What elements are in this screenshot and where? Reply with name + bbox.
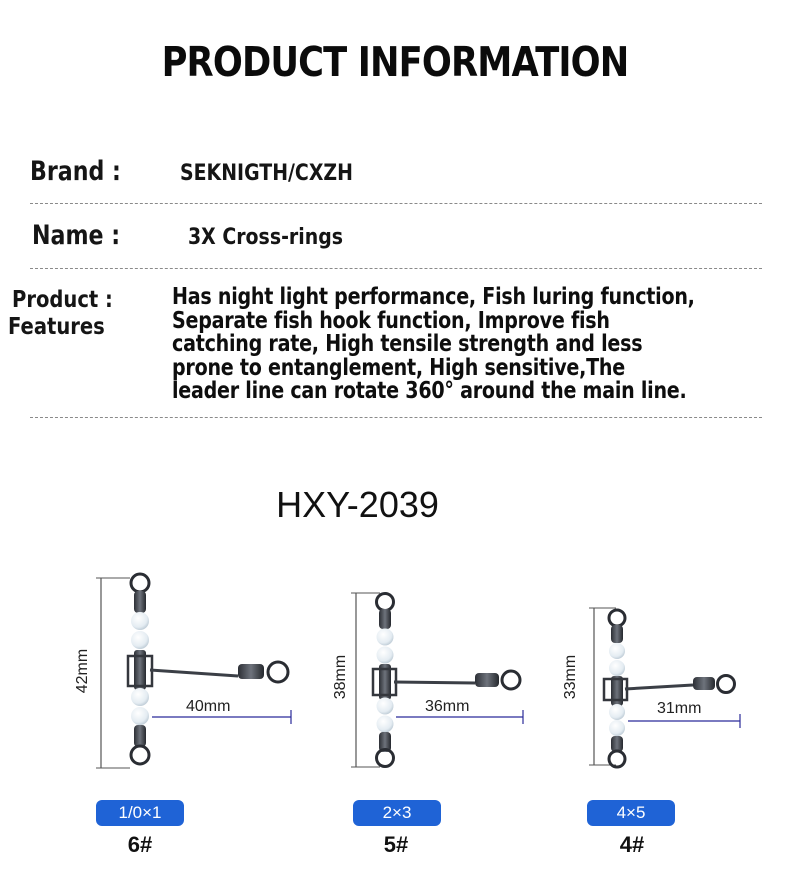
cross-ring-6 <box>96 574 291 768</box>
features-line: prone to entanglement, High sensitive,The <box>172 354 625 381</box>
length-label: 40mm <box>186 698 231 715</box>
brand-label: Brand : <box>30 156 121 187</box>
size-badge: 4×5 <box>587 800 675 826</box>
height-label: 38mm <box>332 654 349 700</box>
features-line: Has night light performance, Fish luring function, <box>172 284 695 310</box>
height-label: 42mm <box>74 648 91 694</box>
length-label: 31mm <box>657 700 702 717</box>
length-label: 36mm <box>425 698 470 715</box>
height-label: 33mm <box>562 654 579 700</box>
size-badge: 1/0×1 <box>96 800 184 826</box>
brand-value: SEKNIGTH/CXZH <box>180 161 353 186</box>
model-number: HXY-2039 <box>276 484 439 525</box>
page-title: PRODUCT INFORMATION <box>161 38 629 86</box>
features-line: leader line can rotate 360° around the main line. <box>172 378 687 404</box>
hook-size: 5# <box>383 832 409 857</box>
size-badge: 2×3 <box>353 800 441 826</box>
cross-ring-5 <box>351 593 523 767</box>
hook-size: 4# <box>619 832 645 857</box>
hook-size: 6# <box>127 832 153 857</box>
cross-ring-4 <box>589 608 740 767</box>
name-label: Name : <box>32 220 121 251</box>
features-line: catching rate, High tensile strength and less <box>172 331 643 357</box>
features-line: Separate fish hook function, Improve fish <box>172 307 610 334</box>
features-label-line2: Features <box>8 314 105 340</box>
features-label-line1: Product : <box>12 287 113 313</box>
name-value: 3X Cross-rings <box>188 225 344 250</box>
